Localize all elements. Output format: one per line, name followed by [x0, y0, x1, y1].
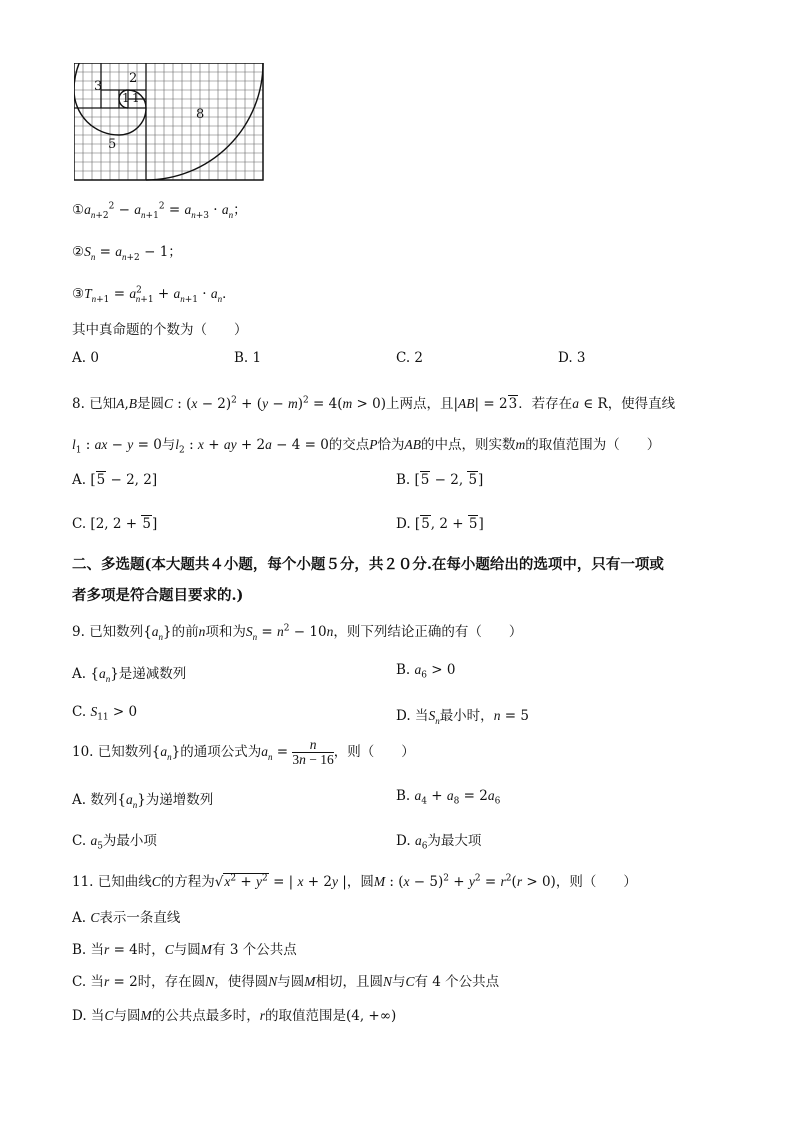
q7-statement-2: $②S_n = a_{n+2} - 1$；: [72, 244, 182, 263]
q7-statement-3: $③T_{n+1} = a^2_{n+1} + a_{n+1} \cdot a_n$．: [72, 285, 236, 305]
fibonacci-spiral-figure: [74, 63, 268, 185]
q8-stem-line2: $l_1$ : ax − y = 0与$l_2$ : x + ay + 2a − 4 = 0的交点P恰为AB的中点，则实数m的取值范围为（ ）: [72, 437, 661, 456]
section2-heading-line2: 者多项是符合题目要求的.): [72, 587, 244, 604]
q11-option-b: B. 当r = 4时，C与圆M有 3 个公共点: [72, 942, 297, 958]
square-label-5: 5: [108, 137, 117, 152]
square-label-2: 2: [129, 71, 138, 86]
q8-option-a: A. [5 − 2, 2]: [72, 472, 158, 488]
q7-option-d: D. 3: [558, 350, 586, 366]
fibonacci-grid-svg: [74, 63, 268, 181]
q11-stem: 11. 已知曲线C的方程为$√x^2 + y^2$ = | x + 2y |，圆M : $(x - 5)^2 + y^2 = r^2(r > 0)$，则（ ）: [72, 873, 637, 890]
square-label-1a: 1: [122, 91, 130, 105]
spiral-curve: [74, 63, 263, 180]
q7-option-c: C. 2: [396, 350, 424, 366]
q7-option-b: B. 1: [234, 350, 262, 366]
square-label-8: 8: [196, 107, 205, 122]
q9-option-a: A. $\{a_n\}$是递减数列: [72, 666, 187, 684]
q8-option-d: D. [5, 2 + 5]: [396, 516, 484, 532]
q11-option-d: D. 当C与圆M的公共点最多时，r的取值范围是(4, +∞): [72, 1008, 397, 1024]
q7-option-a: A. 0: [72, 350, 99, 366]
q8-stem-line1: 8. 已知A,B是圆C : $(x - 2)^2 + (y - m)^2 = 4(m > 0)$上两点，且|AB| = 23．若存在a ∈ R，使得直线: [72, 395, 676, 412]
q10-fraction: $\frac{n}{3n - 16}$: [292, 737, 334, 767]
square-label-1b: 1: [132, 91, 140, 105]
q7-prompt: 其中真命题的个数为（ ）: [72, 322, 248, 338]
q10-option-c: C. $a_5$为最小项: [72, 833, 157, 852]
q9-option-b: B. $a_6 > 0$: [396, 662, 456, 681]
square-label-3: 3: [94, 79, 103, 94]
grid-lines: [74, 63, 263, 180]
q10-option-d: D. $a_6$为最大项: [396, 833, 482, 852]
q8-option-c: C. [2, 2 + 5]: [72, 516, 158, 532]
q10-option-b: B. $a_4 + a_8 = 2a_6$: [396, 788, 501, 807]
q8-option-b: B. [5 − 2, 5]: [396, 472, 484, 488]
square-borders: [74, 63, 263, 180]
q9-stem: 9. 已知数列$\{a_n\}$的前n项和为$S_n = n^2 - 10n$，则下列结论正确的有（ ）: [72, 623, 523, 642]
q7-statement-1: $①a_{n+2}^2 - a_{n+1}^2 = a_{n+3} \cdot a_n$；: [72, 201, 247, 221]
q9-option-d: D. 当$S_n$最小时，n = 5: [396, 708, 529, 726]
q9-option-c: C. $S_{11} > 0$: [72, 704, 138, 723]
q10-stem: 10. 已知数列$\{a_n\}$的通项公式为$a_n$ = $\frac{n}{3n - 16}$ ，则（ ）: [72, 737, 415, 767]
q11-option-c: C. 当r = 2时，存在圆N，使得圆N与圆M相切，且圆N与C有 4 个公共点: [72, 974, 500, 990]
section2-heading-line1: 二、多选题(本大题共４小题，每个小题５分，共２０分.在每小题给出的选项中，只有一项或: [72, 556, 664, 573]
q11-option-a: A. C表示一条直线: [72, 910, 181, 926]
q10-option-a: A. 数列$\{a_n\}$为递增数列: [72, 792, 214, 810]
